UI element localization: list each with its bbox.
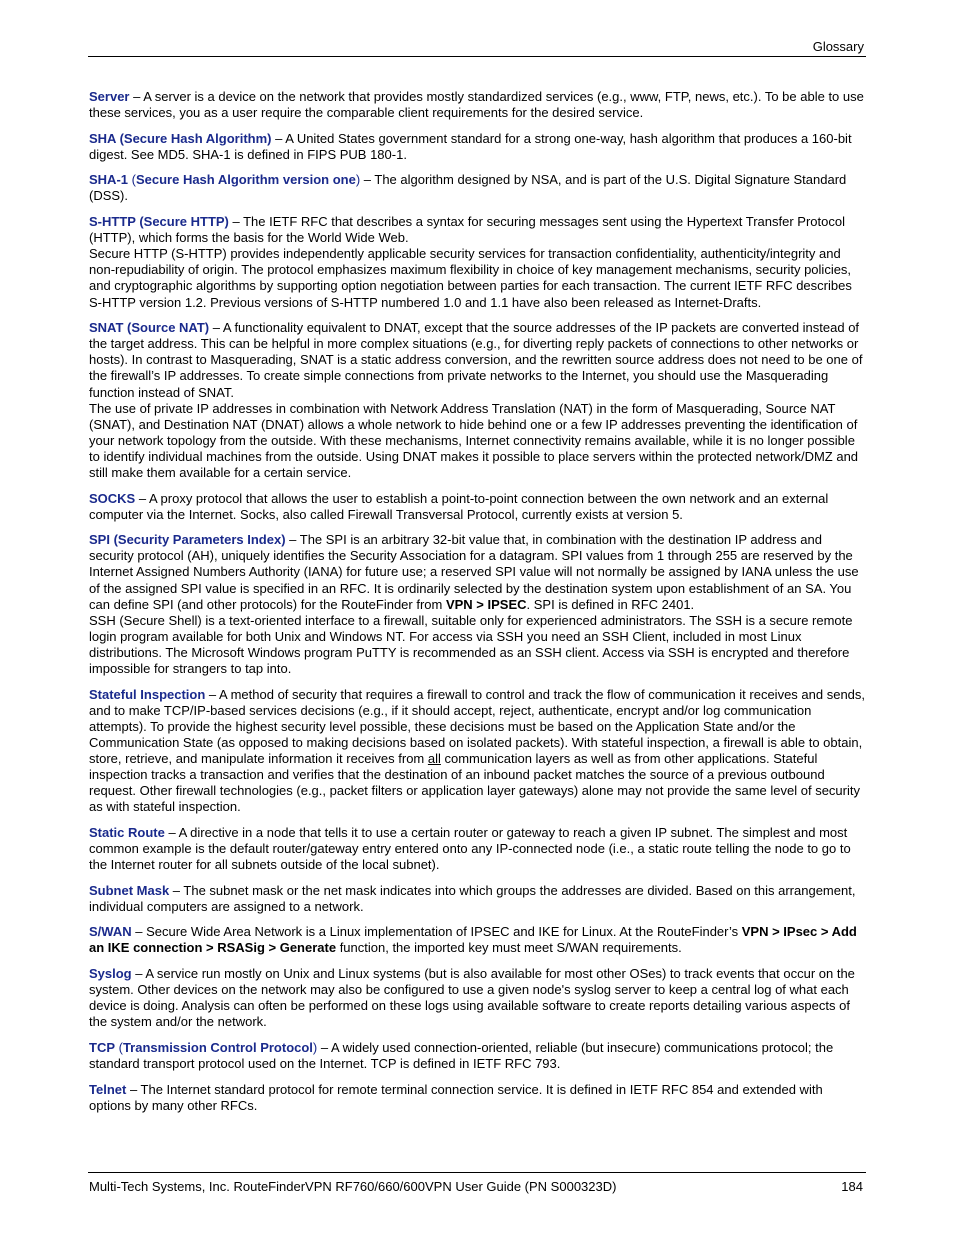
- glossary-entry-spi: [89, 532, 866, 677]
- page-number: 184: [841, 1179, 863, 1194]
- definition-continued: . SPI is defined in RFC 2401.: [526, 596, 695, 612]
- definition: – The SPI is an arbitrary 32-bit value that, in combination with the destination IP address and security protocol (AH), uniquely identifies the Security Association for a datagram. SPI values from 1 through 255 are reserved by the Internet Assigned Numbers Authority (IANA) for future use; a reserved SPI value will not normally be assigned by IANA unless the use of the assigned SPI value is specified in an RFC. It is ordinarily selected by the destination system upon establishment of an SA. You can define SPI (and other protocols) for the RouteFinder from: [89, 532, 859, 612]
- definition: – A widely used connection-oriented, reliable (but insecure) communications protocol; the standard transport protocol used on the Internet. TCP is defined in IETF RFC 793.: [89, 1039, 834, 1071]
- emphasis-all: all: [427, 750, 441, 766]
- glossary-entry-sha1: [89, 172, 866, 204]
- definition: – The algorithm designed by NSA, and is part of the U.S. Digital Signature Standard (DSS).: [89, 172, 847, 204]
- glossary-content: [89, 89, 866, 1123]
- glossary-entry-subnet-mask: [89, 883, 866, 915]
- definition-continued: communication layers as well as from other applications. Stateful inspection tracks a transaction and verifies that the destination of an inbound packet matches the source of a previous outbound request. Other firewall technologies (e.g., packet filters or application layer gateways) alone may not provide the same level of security as with stateful inspection.: [89, 750, 860, 815]
- glossary-entry-snat: [89, 320, 866, 481]
- term: S-HTTP (Secure HTTP): [89, 214, 229, 230]
- definition: – A directive in a node that tells it to use a certain router or gateway to reach a given IP subnet. The simplest and most common example is the default router/gateway entry entered onto any IP-connected node (i.e., a static route telling the node to go to the Internet router for all subnets outside of the local subnet).: [89, 824, 851, 873]
- definition: – The subnet mask or the net mask indicates into which groups the addresses are divided. Based on this arrangement, individual computers are assigned to a network.: [89, 882, 856, 914]
- paren-open: (: [115, 1039, 123, 1055]
- term: SPI (Security Parameters Index): [89, 532, 286, 548]
- footer-divider: [88, 1172, 866, 1173]
- term: SHA (Secure Hash Algorithm): [89, 130, 272, 146]
- term: SOCKS: [89, 490, 136, 506]
- term-expansion: Secure Hash Algorithm version one: [135, 172, 356, 188]
- definition: – A service run mostly on Unix and Linux systems (but is also available for most other OSes) to track events that occur on the system. Other devices on the network may also be configured to use a given node's syslog server to keep a central log of what each device is doing. Analysis can often be performed on these logs using available software to create reports detailing various aspects of the system and/or the network.: [89, 966, 855, 1030]
- definition: – A method of security that requires a firewall to control and track the flow of communication it receives and sends, and to make TCP/IP-based services decisions (e.g., if it should accept, reject, authenticate, encrypt and/or log communication attempts). To provide the highest security level possible, these decisions must be based on the Application State and/or the Communication State (as opposed to making decisions based on isolated packets). With stateful inspection, a firewall is able to obtain, store, retrieve, and manipulate information it receives from: [89, 686, 866, 766]
- glossary-entry-swan: [89, 924, 866, 956]
- glossary-entry-server: [89, 89, 866, 121]
- paren-close: ): [355, 172, 361, 188]
- term: Telnet: [89, 1081, 127, 1097]
- running-header: Glossary: [812, 39, 864, 54]
- term: SHA-1: [89, 172, 129, 188]
- definition: – A functionality equivalent to DNAT, except that the source addresses of the IP packets are converted instead of the target address. This can be helpful in more complex situations (e.g., for diverting reply packets of connections to other networks or hosts). In contrast to Masquerading, SNAT is a static address conversion, and the rewritten source address does not need to be one of the firewall’s IP addresses. To create simple connections from private networks to the Internet, you should use the Masquerading function instead of SNAT.: [89, 320, 863, 400]
- definition: – A server is a device on the network that provides mostly standardized services (e.g., www, FTP, news, etc.). To be able to use these services, you as a user require the comparable client requirements for the desired service.: [89, 89, 864, 121]
- glossary-entry-stateful-inspection: [89, 687, 866, 816]
- definition-paragraph: Secure HTTP (S-HTTP) provides independently applicable security services for transaction confidentiality, authenticity/integrity and non-repudiability of origin. The protocol emphasizes maximum flexibility in choice of key management mechanisms, security policies, and cryptographic algorithms by supporting option negotiation between parties for each transaction. The current IETF RFC describes S-HTTP version 1.2. Previous versions of S-HTTP numbered 1.0 and 1.1 have also been released as Internet-Drafts.: [89, 246, 852, 310]
- term: SNAT (Source NAT): [89, 320, 210, 336]
- term: S/WAN: [89, 924, 132, 940]
- glossary-entry-static-route: [89, 825, 866, 873]
- term: TCP: [89, 1039, 115, 1055]
- glossary-entry-socks: [89, 491, 866, 523]
- glossary-entry-telnet: [89, 1082, 866, 1114]
- glossary-entry-sha: [89, 131, 866, 163]
- term: Static Route: [89, 824, 165, 840]
- definition-continued: function, the imported key must meet S/WAN requirements.: [336, 940, 682, 956]
- definition-paragraph: SSH (Secure Shell) is a text-oriented interface to a firewall, suitable only for experienced administrators. The SSH is a secure remote login program available for both Unix and Windows NT. For access via SSH you need an SSH Client, included in most Linux distributions. The Microsoft Windows program PuTTY is recommended as an SSH client. Access via SSH is encrypted and therefore impossible for strangers to tap into.: [89, 612, 853, 676]
- term: Subnet Mask: [89, 882, 170, 898]
- term: Server: [89, 89, 130, 104]
- definition: – The IETF RFC that describes a syntax for securing messages sent using the Hypertext Transfer Protocol (HTTP), which forms the basis for the World Wide Web.: [89, 214, 845, 246]
- glossary-entry-syslog: [89, 966, 866, 1030]
- header-divider: [88, 56, 866, 57]
- menu-path: VPN > IPsec > Add an IKE connection > RSASig > Generate: [89, 924, 857, 956]
- term: Stateful Inspection: [89, 686, 206, 702]
- glossary-entry-tcp: [89, 1040, 866, 1072]
- definition: – A proxy protocol that allows the user to establish a point-to-point connection between the own network and an external computer via the Internet. Socks, also called Firewall Transversal Protocol, currently exists at version 5.: [89, 490, 829, 522]
- paren-close: ): [312, 1039, 318, 1055]
- definition: – Secure Wide Area Network is a Linux implementation of IPSEC and IKE for Linux. At the RouteFinder’s: [131, 924, 742, 940]
- definition-paragraph: The use of private IP addresses in combination with Network Address Translation (NAT) in the form of Masquerading, Source NAT (SNAT), and Destination NAT (DNAT) allows a whole network to hide behind one or a few IP addresses preventing the identification of your network topology from the outside. With these mechanisms, Internet connectivity remains available, while it is no longer possible to identify individual machines from the outside. Using DNAT makes it possible to place servers within the protected network/DMZ and still make them available for a certain service.: [89, 400, 859, 480]
- paren-open: (: [128, 172, 136, 188]
- definition: – A United States government standard for a strong one-way, hash algorithm that produces a 160-bit digest. See MD5. SHA-1 is defined in FIPS PUB 180-1.: [89, 130, 852, 162]
- term-expansion: Transmission Control Protocol: [122, 1039, 313, 1055]
- term: Syslog: [89, 966, 132, 981]
- menu-path: VPN > IPSEC: [445, 596, 527, 612]
- glossary-entry-shttp: [89, 214, 866, 311]
- definition: – The Internet standard protocol for remote terminal connection service. It is defined in IETF RFC 854 and extended with options by many other RFCs.: [89, 1081, 823, 1113]
- footer-title: Multi-Tech Systems, Inc. RouteFinderVPN RF760/660/600VPN User Guide (PN S000323D): [89, 1179, 617, 1194]
